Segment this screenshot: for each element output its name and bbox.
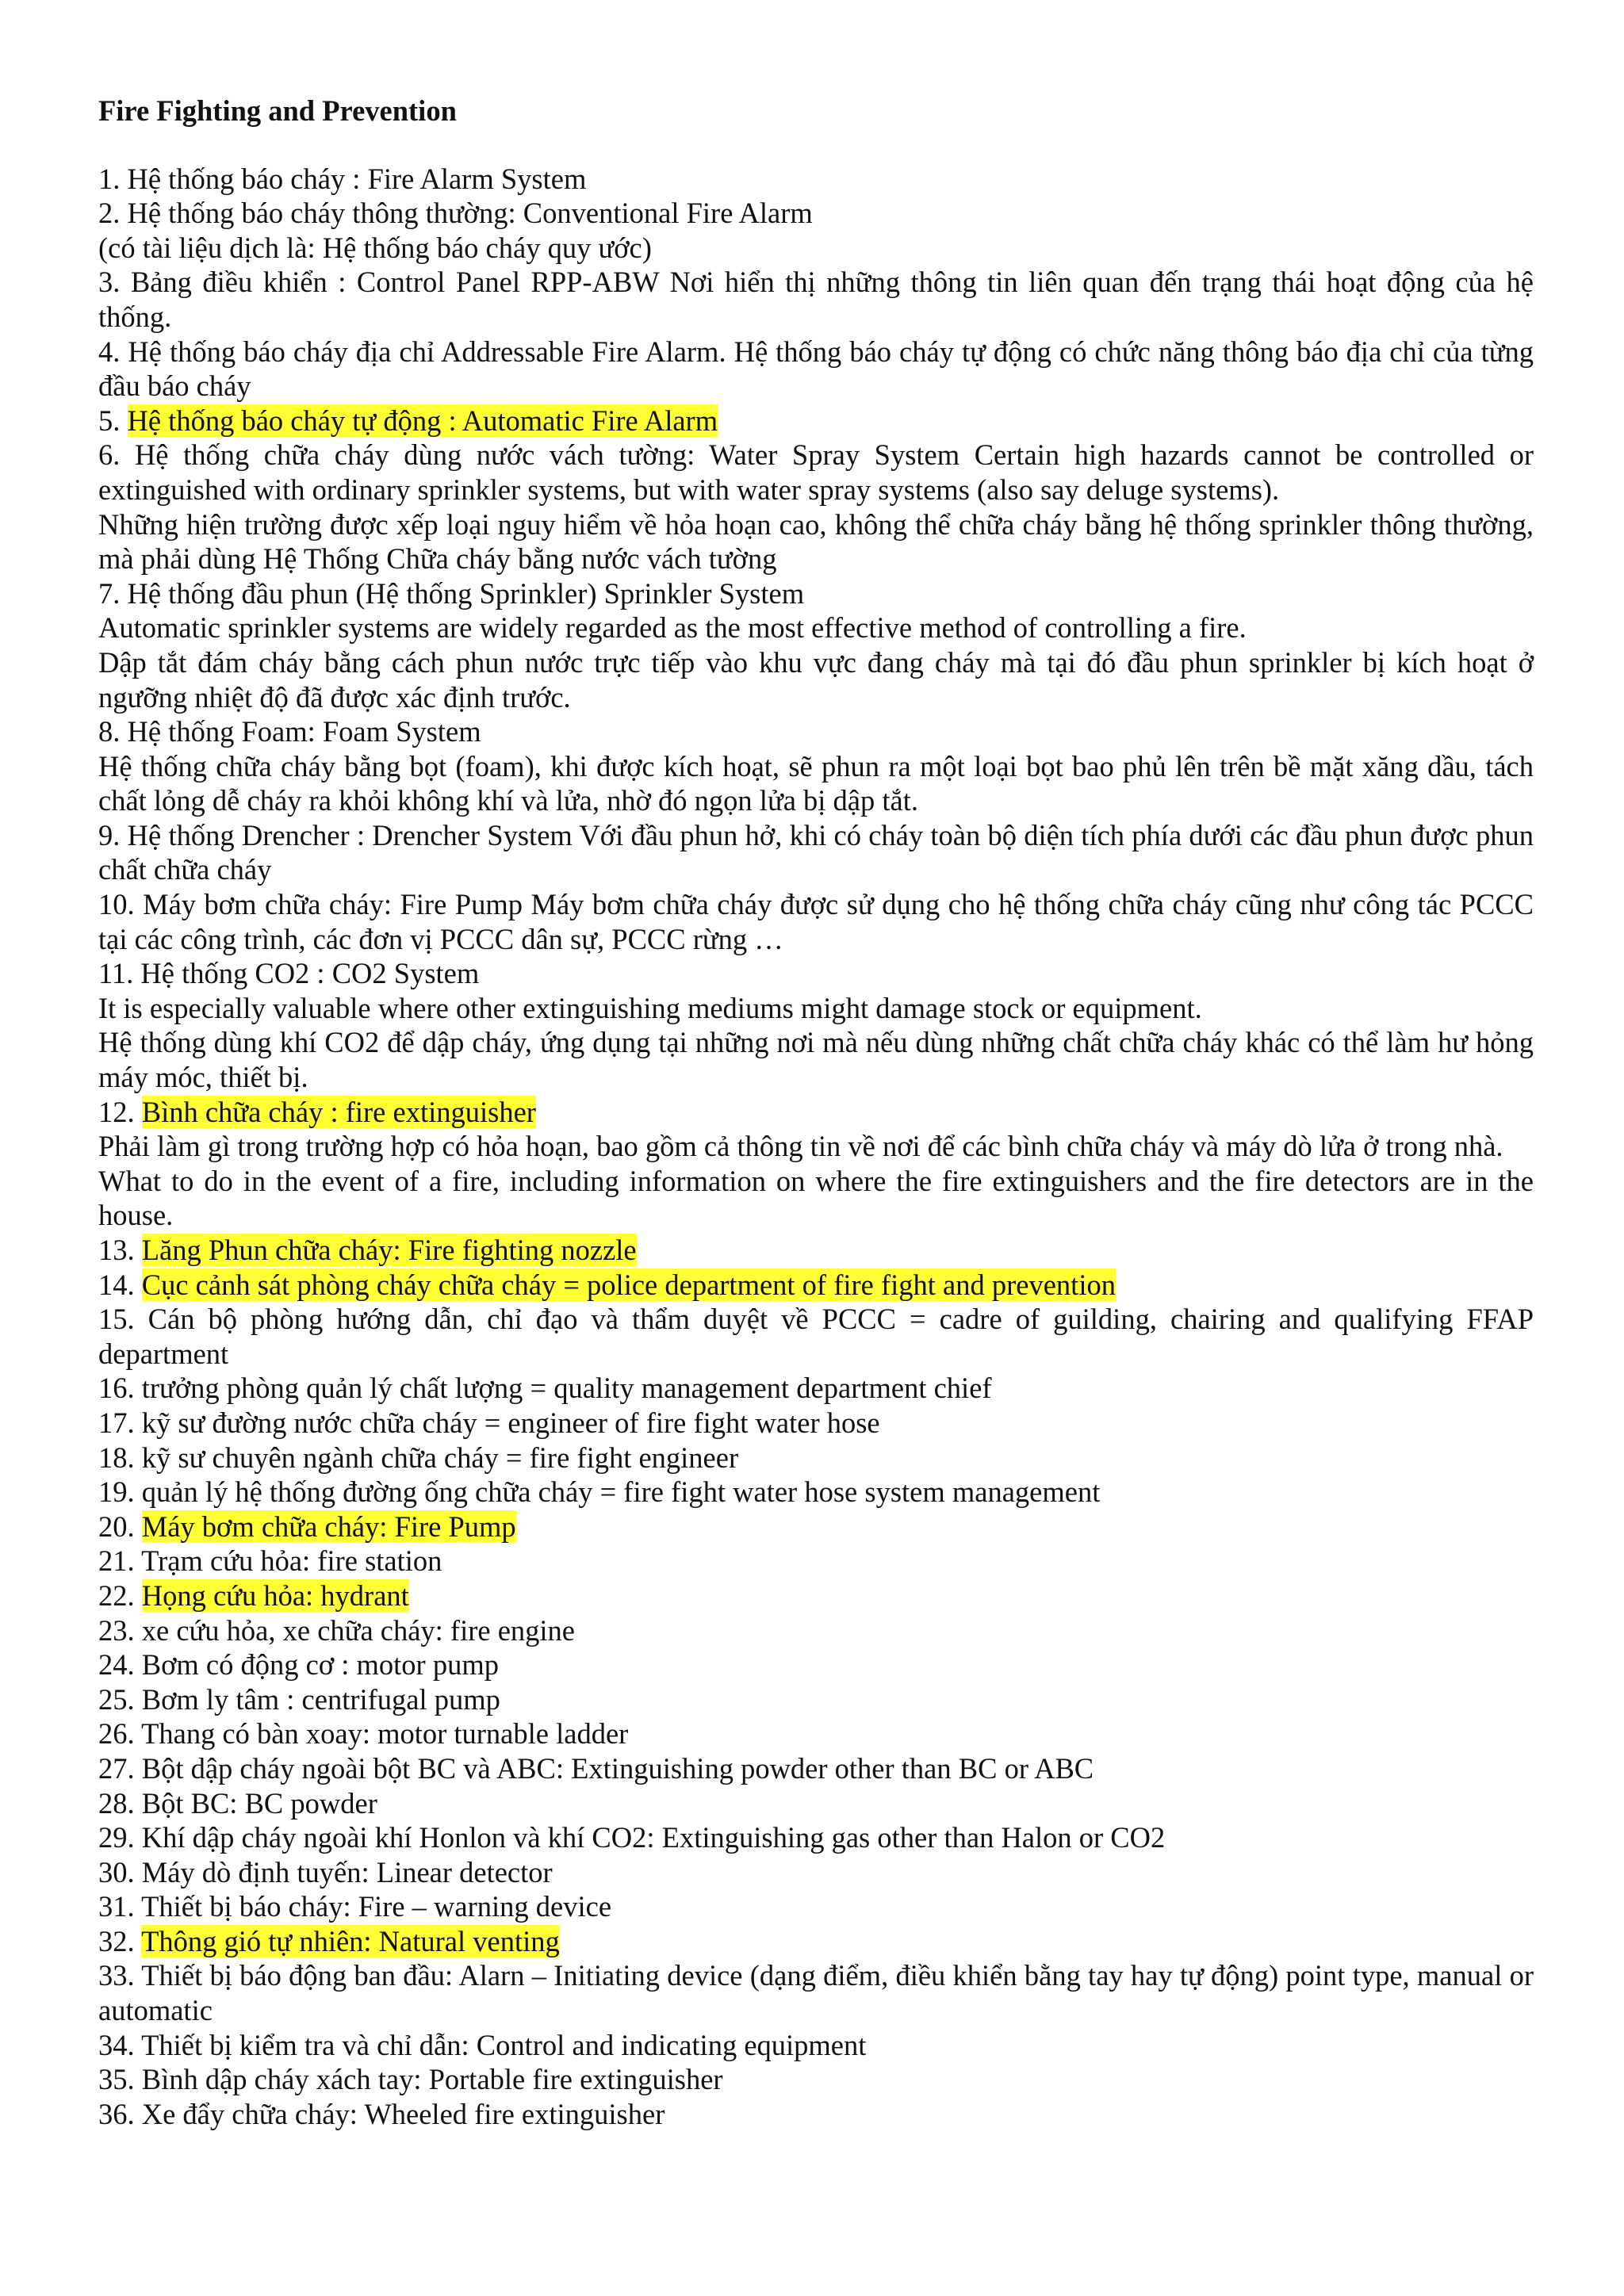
glossary-line	[98, 1510, 1534, 1544]
line-number: 5.	[98, 404, 128, 437]
highlighted-term: Máy bơm chữa cháy: Fire Pump	[141, 1510, 516, 1543]
glossary-line: 2. Hệ thống báo cháy thông thường: Conventional Fire Alarm	[98, 197, 813, 230]
highlighted-term: Cục cảnh sát phòng cháy chữa cháy = police department of fire fight and prevention	[141, 1268, 1116, 1301]
document-title: Fire Fighting and Prevention	[98, 94, 457, 127]
glossary-line: 34. Thiết bị kiểm tra và chỉ dẫn: Control and indicating equipment	[98, 2028, 867, 2061]
document-page	[98, 94, 1534, 2131]
glossary-line: Hệ thống dùng khí CO2 để dập cháy, ứng dụng tại những nơi mà nếu dùng những chất chữa cháy khác có thể làm hư hỏng máy móc, thiết bị.	[98, 1026, 1534, 1094]
highlighted-term: Bình chữa cháy : fire extinguisher	[141, 1095, 536, 1128]
glossary-line: 4. Hệ thống báo cháy địa chỉ Addressable Fire Alarm. Hệ thống báo cháy tự động có chức năng thông báo địa chỉ của từng đầu báo cháy	[98, 335, 1534, 403]
glossary-line	[98, 1268, 1534, 1303]
glossary-line: What to do in the event of a fire, including information on where the fire extinguishers and the fire detectors are in the house.	[98, 1164, 1534, 1232]
glossary-line: 35. Bình dập cháy xách tay: Portable fire extinguisher	[98, 2063, 723, 2096]
glossary-line	[98, 1578, 1534, 1613]
line-number: 13.	[98, 1234, 142, 1266]
glossary-line: Hệ thống chữa cháy bằng bọt (foam), khi được kích hoạt, sẽ phun ra một loại bọt bao phủ lên trên bề mặt xăng dầu, tách chất lỏng dễ cháy ra khỏi không khí và lửa, nhờ đó ngọn lửa bị dập tắt.	[98, 749, 1534, 817]
glossary-line: Automatic sprinkler systems are widely regarded as the most effective method of controlling a fire.	[98, 611, 1247, 645]
glossary-line: 24. Bơm có động cơ : motor pump	[98, 1648, 499, 1682]
glossary-line: 15. Cán bộ phòng hướng dẫn, chỉ đạo và thẩm duyệt về PCCC = cadre of guilding, chairing and qualifying FFAP department	[98, 1303, 1534, 1370]
glossary-list	[98, 162, 1534, 2132]
glossary-line: 33. Thiết bị báo động ban đầu: Alarn – Initiating device (dạng điểm, điều khiển bằng tay hay tự động) point type, manual or automatic	[98, 1959, 1534, 2027]
glossary-line: 3. Bảng điều khiển : Control Panel RPP-ABW Nơi hiển thị những thông tin liên quan đến trạng thái hoạt động của hệ thống.	[98, 266, 1534, 333]
line-number: 20.	[98, 1510, 142, 1543]
highlighted-term: Họng cứu hỏa: hydrant	[141, 1578, 409, 1612]
glossary-line: 25. Bơm ly tâm : centrifugal pump	[98, 1682, 500, 1716]
glossary-line: 31. Thiết bị báo cháy: Fire – warning device	[98, 1890, 612, 1923]
highlighted-term: Lăng Phun chữa cháy: Fire fighting nozzle	[141, 1234, 637, 1266]
glossary-line: 16. trưởng phòng quản lý chất lượng = quality management department chief	[98, 1372, 992, 1405]
glossary-line: Phải làm gì trong trường hợp có hỏa hoạn, bao gồm cả thông tin về nơi để các bình chữa cháy và máy dò lửa ở trong nhà.	[98, 1130, 1503, 1163]
glossary-line: 29. Khí dập cháy ngoài khí Honlon và khí CO2: Extinguishing gas other than Halon or CO2	[98, 1821, 1166, 1854]
line-number: 12.	[98, 1095, 142, 1128]
glossary-line: 6. Hệ thống chữa cháy dùng nước vách tường: Water Spray System Certain high hazards cannot be controlled or extinguished with ordinary sprinkler systems, but with water spray systems (also say deluge systems).	[98, 438, 1534, 506]
glossary-line: 10. Máy bơm chữa cháy: Fire Pump Máy bơm chữa cháy được sử dụng cho hệ thống chữa cháy cũng như công tác PCCC tại các công trình, các đơn vị PCCC dân sự, PCCC rừng …	[98, 888, 1534, 955]
line-number: 32.	[98, 1924, 142, 1957]
line-number: 22.	[98, 1578, 142, 1612]
glossary-line: 17. kỹ sư đường nước chữa cháy = engineer of fire fight water hose	[98, 1406, 880, 1439]
glossary-line	[98, 404, 1534, 438]
glossary-line: Những hiện trường được xếp loại nguy hiểm về hỏa hoạn cao, không thể chữa cháy bằng hệ thống sprinkler thông thường, mà phải dùng Hệ Thống Chữa cháy bằng nước vách tường	[98, 507, 1534, 576]
glossary-line: 27. Bột dập cháy ngoài bột BC và ABC: Extinguishing powder other than BC or ABC	[98, 1751, 1094, 1785]
glossary-line	[98, 1924, 1534, 1959]
glossary-line: 8. Hệ thống Foam: Foam System	[98, 715, 481, 748]
glossary-line	[98, 1233, 1534, 1268]
glossary-line: 28. Bột BC: BC powder	[98, 1786, 377, 1820]
highlighted-term: Thông gió tự nhiên: Natural venting	[141, 1924, 560, 1957]
glossary-line: 9. Hệ thống Drencher : Drencher System Với đầu phun hở, khi có cháy toàn bộ diện tích phía dưới các đầu phun được phun chất chữa cháy	[98, 818, 1534, 886]
glossary-line: 11. Hệ thống CO2 : CO2 System	[98, 957, 480, 990]
glossary-line: 18. kỹ sư chuyên ngành chữa cháy = fire fight engineer	[98, 1441, 739, 1474]
highlighted-term: Hệ thống báo cháy tự động : Automatic Fire Alarm	[127, 404, 718, 437]
glossary-line: 36. Xe đẩy chữa cháy: Wheeled fire extinguisher	[98, 2097, 665, 2130]
glossary-line: (có tài liệu dịch là: Hệ thống báo cháy quy ước)	[98, 231, 652, 264]
glossary-line: 30. Máy dò định tuyến: Linear detector	[98, 1855, 553, 1888]
glossary-line: 23. xe cứu hỏa, xe chữa cháy: fire engine	[98, 1613, 576, 1647]
glossary-line: It is especially valuable where other extinguishing mediums might damage stock or equipment.	[98, 991, 1202, 1024]
line-number: 14.	[98, 1268, 142, 1301]
glossary-line: 1. Hệ thống báo cháy : Fire Alarm System	[98, 162, 587, 195]
glossary-line: 21. Trạm cứu hỏa: fire station	[98, 1544, 442, 1578]
glossary-line: 19. quản lý hệ thống đường ống chữa cháy = fire fight water hose system management	[98, 1475, 1101, 1509]
glossary-line: 26. Thang có bàn xoay: motor turnable ladder	[98, 1717, 629, 1751]
glossary-line	[98, 1095, 1534, 1130]
glossary-line: Dập tắt đám cháy bằng cách phun nước trực tiếp vào khu vực đang cháy mà tại đó đầu phun sprinkler bị kích hoạt ở ngưỡng nhiệt độ đã được xác định trước.	[98, 645, 1534, 714]
glossary-line: 7. Hệ thống đầu phun (Hệ thống Sprinkler) Sprinkler System	[98, 576, 805, 610]
